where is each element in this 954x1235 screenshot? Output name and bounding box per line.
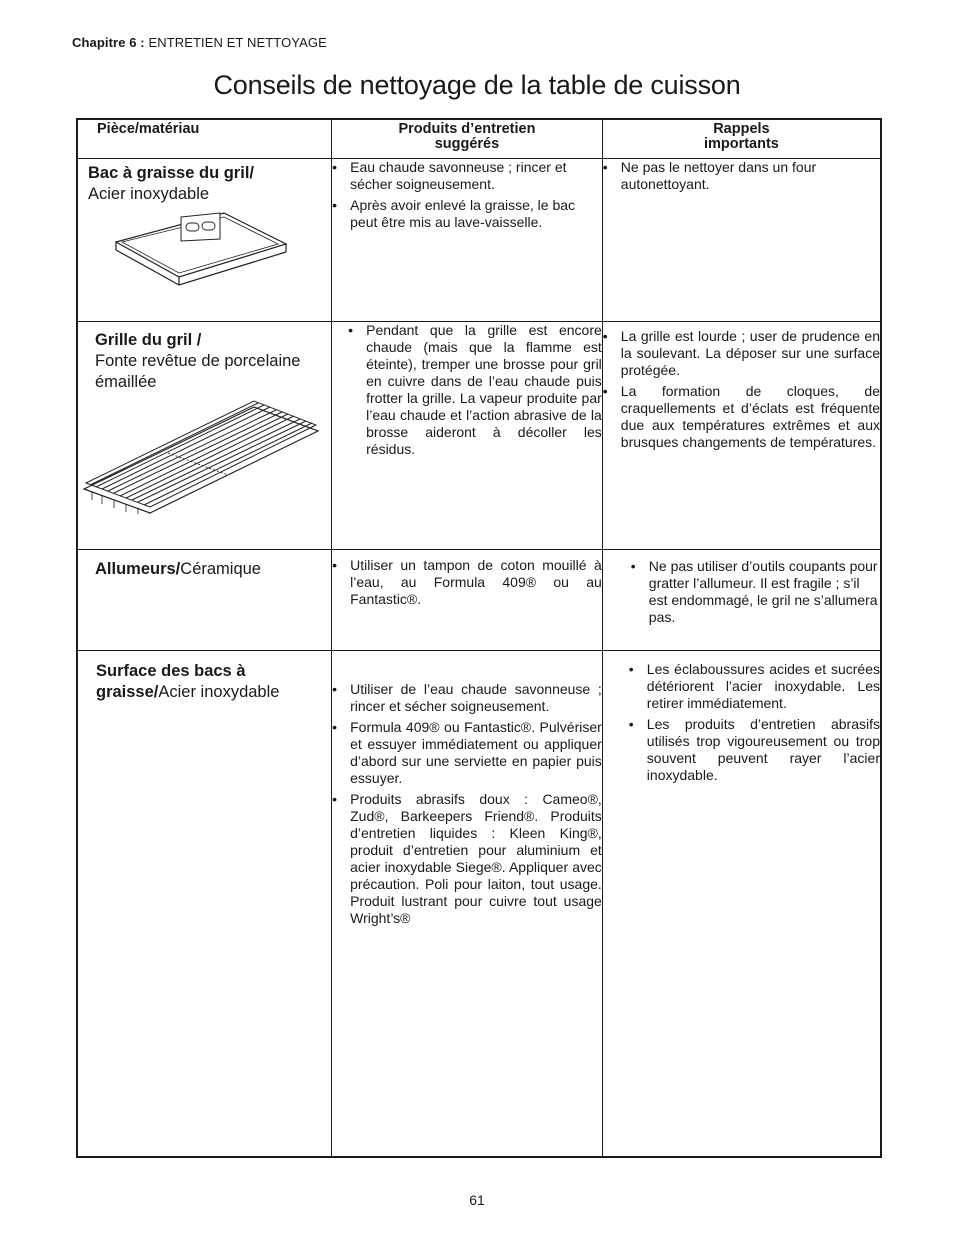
chapter-label: Chapitre 6 : bbox=[72, 35, 145, 50]
list-item: • Ne pas utiliser d’outils coupants pour gratter l’allumeur. Il est fragile ; s’il est endommagé, le gril ne s’allumera pas. bbox=[631, 558, 880, 626]
list-item: • La formation de cloques, de craquellements et d’éclats est fréquente due aux températures extrêmes et aux brusques changements de températures. bbox=[603, 383, 880, 451]
list-item: • Après avoir enlevé la graisse, le bac peut être mis au lave-vaisselle. bbox=[332, 197, 602, 231]
chapter-header bbox=[72, 35, 327, 50]
part-name: Grille du gril / bbox=[95, 331, 202, 349]
part-name: Allumeurs/ bbox=[95, 560, 181, 578]
material-name: Acier inoxydable bbox=[88, 185, 210, 203]
list-item: • Les éclaboussures acides et sucrées détériorent l’acier inoxydable. Les retirer immédiatement. bbox=[629, 661, 880, 712]
material-name: Fonte revêtue de porcelaine émaillée bbox=[95, 352, 301, 391]
header-material-label: Pièce/matériau bbox=[97, 121, 200, 137]
page-number: 61 bbox=[469, 1192, 485, 1208]
part-name: Surface des bacs à graisse/ bbox=[96, 662, 246, 701]
reminders-cell bbox=[602, 322, 881, 550]
list-item: • La grille est lourde ; user de prudence en la soulevant. La déposer sur une surface protégée. bbox=[603, 328, 880, 379]
list-item: • Les produits d’entretien abrasifs utilisés trop vigoureusement ou trop souvent peuvent rayer l’acier inoxydable. bbox=[629, 716, 880, 784]
reminders-cell bbox=[602, 550, 881, 651]
material-cell bbox=[77, 550, 332, 651]
table-row bbox=[77, 651, 881, 1157]
table-header-row bbox=[77, 119, 881, 159]
header-reminders bbox=[602, 119, 881, 159]
products-cell bbox=[332, 322, 603, 550]
page-title: Conseils de nettoyage de la table de cuisson bbox=[213, 70, 741, 100]
table-row bbox=[77, 159, 881, 322]
list-item: • Utiliser un tampon de coton mouillé à l’eau, au Formula 409® ou au Fantastic®. bbox=[332, 557, 602, 608]
header-products-line1: Produits d’entretien bbox=[398, 121, 536, 137]
list-item: • Eau chaude savonneuse ; rincer et sécher soigneusement. bbox=[332, 159, 602, 193]
products-cell bbox=[332, 651, 603, 1157]
material-name: Céramique bbox=[180, 560, 261, 578]
list-item: • Ne pas le nettoyer dans un four autonettoyant. bbox=[603, 159, 880, 193]
reminders-cell bbox=[602, 651, 881, 1157]
reminders-cell bbox=[602, 159, 881, 322]
material-name: Acier inoxydable bbox=[158, 683, 280, 701]
material-cell bbox=[77, 159, 332, 322]
header-reminders-line1: Rappels bbox=[713, 121, 770, 137]
header-products bbox=[332, 119, 603, 159]
list-item: • Pendant que la grille est encore chaude (mais que la flamme est éteinte), tremper une brosse pour gril en cuivre dans de l’eau chaude puis frotter la grille. La vapeur produite par l’eau chaude et l’action abrasive de la brosse aideront à décoller les résidus. bbox=[348, 322, 602, 458]
products-cell bbox=[332, 159, 603, 322]
grill-grate-illustration bbox=[78, 395, 330, 515]
header-products-line2: suggérés bbox=[434, 136, 500, 152]
material-cell bbox=[77, 322, 332, 550]
part-name: Bac à graisse du gril/ bbox=[88, 164, 254, 182]
material-cell bbox=[77, 651, 332, 1157]
list-item: • Produits abrasifs doux : Cameo®, Zud®, Barkeepers Friend®. Produits d’entretien liquides : Kleen King®, produit d’entretien pour aluminium et acier inoxydable Siege®. Appliquer avec précaution. Poli pour laiton, tout usage. Produit lustrant pour cuivre tout usage Wright’s® bbox=[332, 791, 602, 927]
cleaning-tips-table bbox=[76, 118, 882, 1158]
table-row bbox=[77, 322, 881, 550]
grease-tray-illustration bbox=[78, 211, 330, 303]
header-material bbox=[77, 119, 332, 159]
table-row bbox=[77, 550, 881, 651]
header-reminders-line2: importants bbox=[703, 136, 779, 152]
chapter-title: ENTRETIEN ET NETTOYAGE bbox=[148, 35, 327, 50]
list-item: • Formula 409® ou Fantastic®. Pulvériser et essuyer immédiatement ou appliquer d’abord sur une serviette en papier puis essuyer. bbox=[332, 719, 602, 787]
products-cell bbox=[332, 550, 603, 651]
list-item: • Utiliser de l’eau chaude savonneuse ; rincer et sécher soigneusement. bbox=[332, 681, 602, 715]
